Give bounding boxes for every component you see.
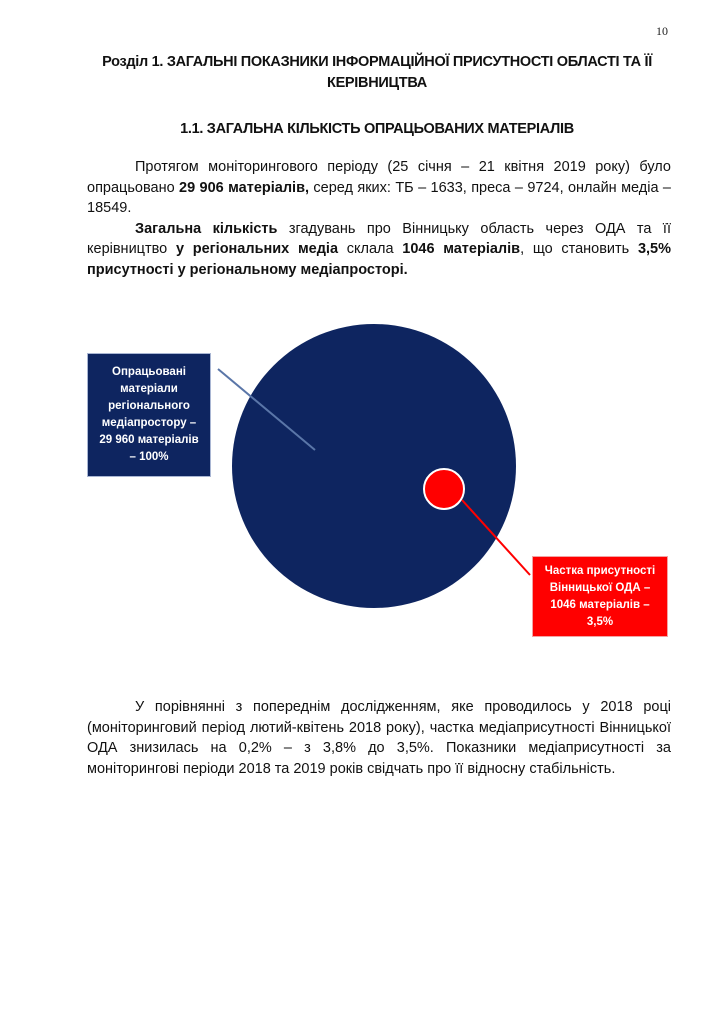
paragraph2-bold-2: у регіональних медіа [175, 241, 339, 257]
paragraph2-bold-3: 1046 матеріалів [402, 241, 521, 257]
intro-paragraphs [87, 157, 671, 280]
callout-total-materials [87, 353, 211, 477]
paragraph1-text-2: серед яких: ТБ – 1633, преса – 9724, онлайн медіа – 18549. [87, 179, 671, 216]
page-number: 10 [656, 24, 668, 38]
leader-line-share [462, 500, 530, 575]
paragraph1-total-materials: 29 906 матеріалів, [179, 179, 310, 196]
paragraph2-text-1: згадувань про Вінницьку область через ОДА та її керівництво [87, 220, 671, 257]
paragraph-monitoring-period [87, 157, 671, 219]
comparison-paragraph [87, 697, 671, 779]
paragraph1-text-1: Протягом моніторингового періоду (25 січня – 21 квітня 2019 року) було опрацьовано [87, 159, 671, 196]
callout-share-line: 1046 матеріалів – [550, 598, 650, 611]
callout-oda-share [532, 556, 668, 637]
callout-total-line: матеріали [120, 383, 178, 395]
paragraph2-bold-4: 3,5% присутності у регіональному медіапросторі. [87, 241, 671, 278]
callout-total-line: медіапростору – [101, 417, 197, 429]
paragraph-total-mentions [87, 219, 671, 281]
callout-total-line: Опрацьовані [112, 366, 186, 378]
paragraph-comparison: У порівнянні з попереднім дослідженням, яке проводилось у 2018 році (моніторинговий період лютий-квітень 2018 року), частка медіаприсутності Вінницької ОДА знизилась на 0,2% – з 3,8% до 3,5%. Показники медіаприсутності за моніторингові періоди 2018 та 2019 років свідчать про її відносну стабільність. [87, 699, 671, 777]
paragraph2-text-3: , що становить [520, 241, 638, 257]
pie-slice-total [232, 324, 516, 608]
subsection-title: 1.1. ЗАГАЛЬНА КІЛЬКІСТЬ ОПРАЦЬОВАНИХ МАТЕРІАЛІВ [180, 121, 574, 137]
callout-share-line: Вінницької ОДА – [549, 581, 651, 594]
paragraph2-text-2: склала [338, 241, 403, 257]
section-title: Розділ 1. ЗАГАЛЬНІ ПОКАЗНИКИ ІНФОРМАЦІЙНОЇ ПРИСУТНОСТІ ОБЛАСТІ ТА ЇЇ КЕРІВНИЦТВА [102, 54, 652, 91]
callout-total-line: – 100% [129, 451, 169, 463]
callout-total-line: регіонального [108, 400, 190, 412]
callout-total-line: 29 960 матеріалів [99, 434, 199, 446]
callout-share-line: 3,5% [586, 615, 614, 628]
callout-share-line: Частка присутності [544, 564, 656, 577]
pie-slice-share [424, 469, 464, 509]
leader-line-total [218, 369, 315, 450]
paragraph2-bold-1: Загальна кількість [135, 220, 278, 237]
